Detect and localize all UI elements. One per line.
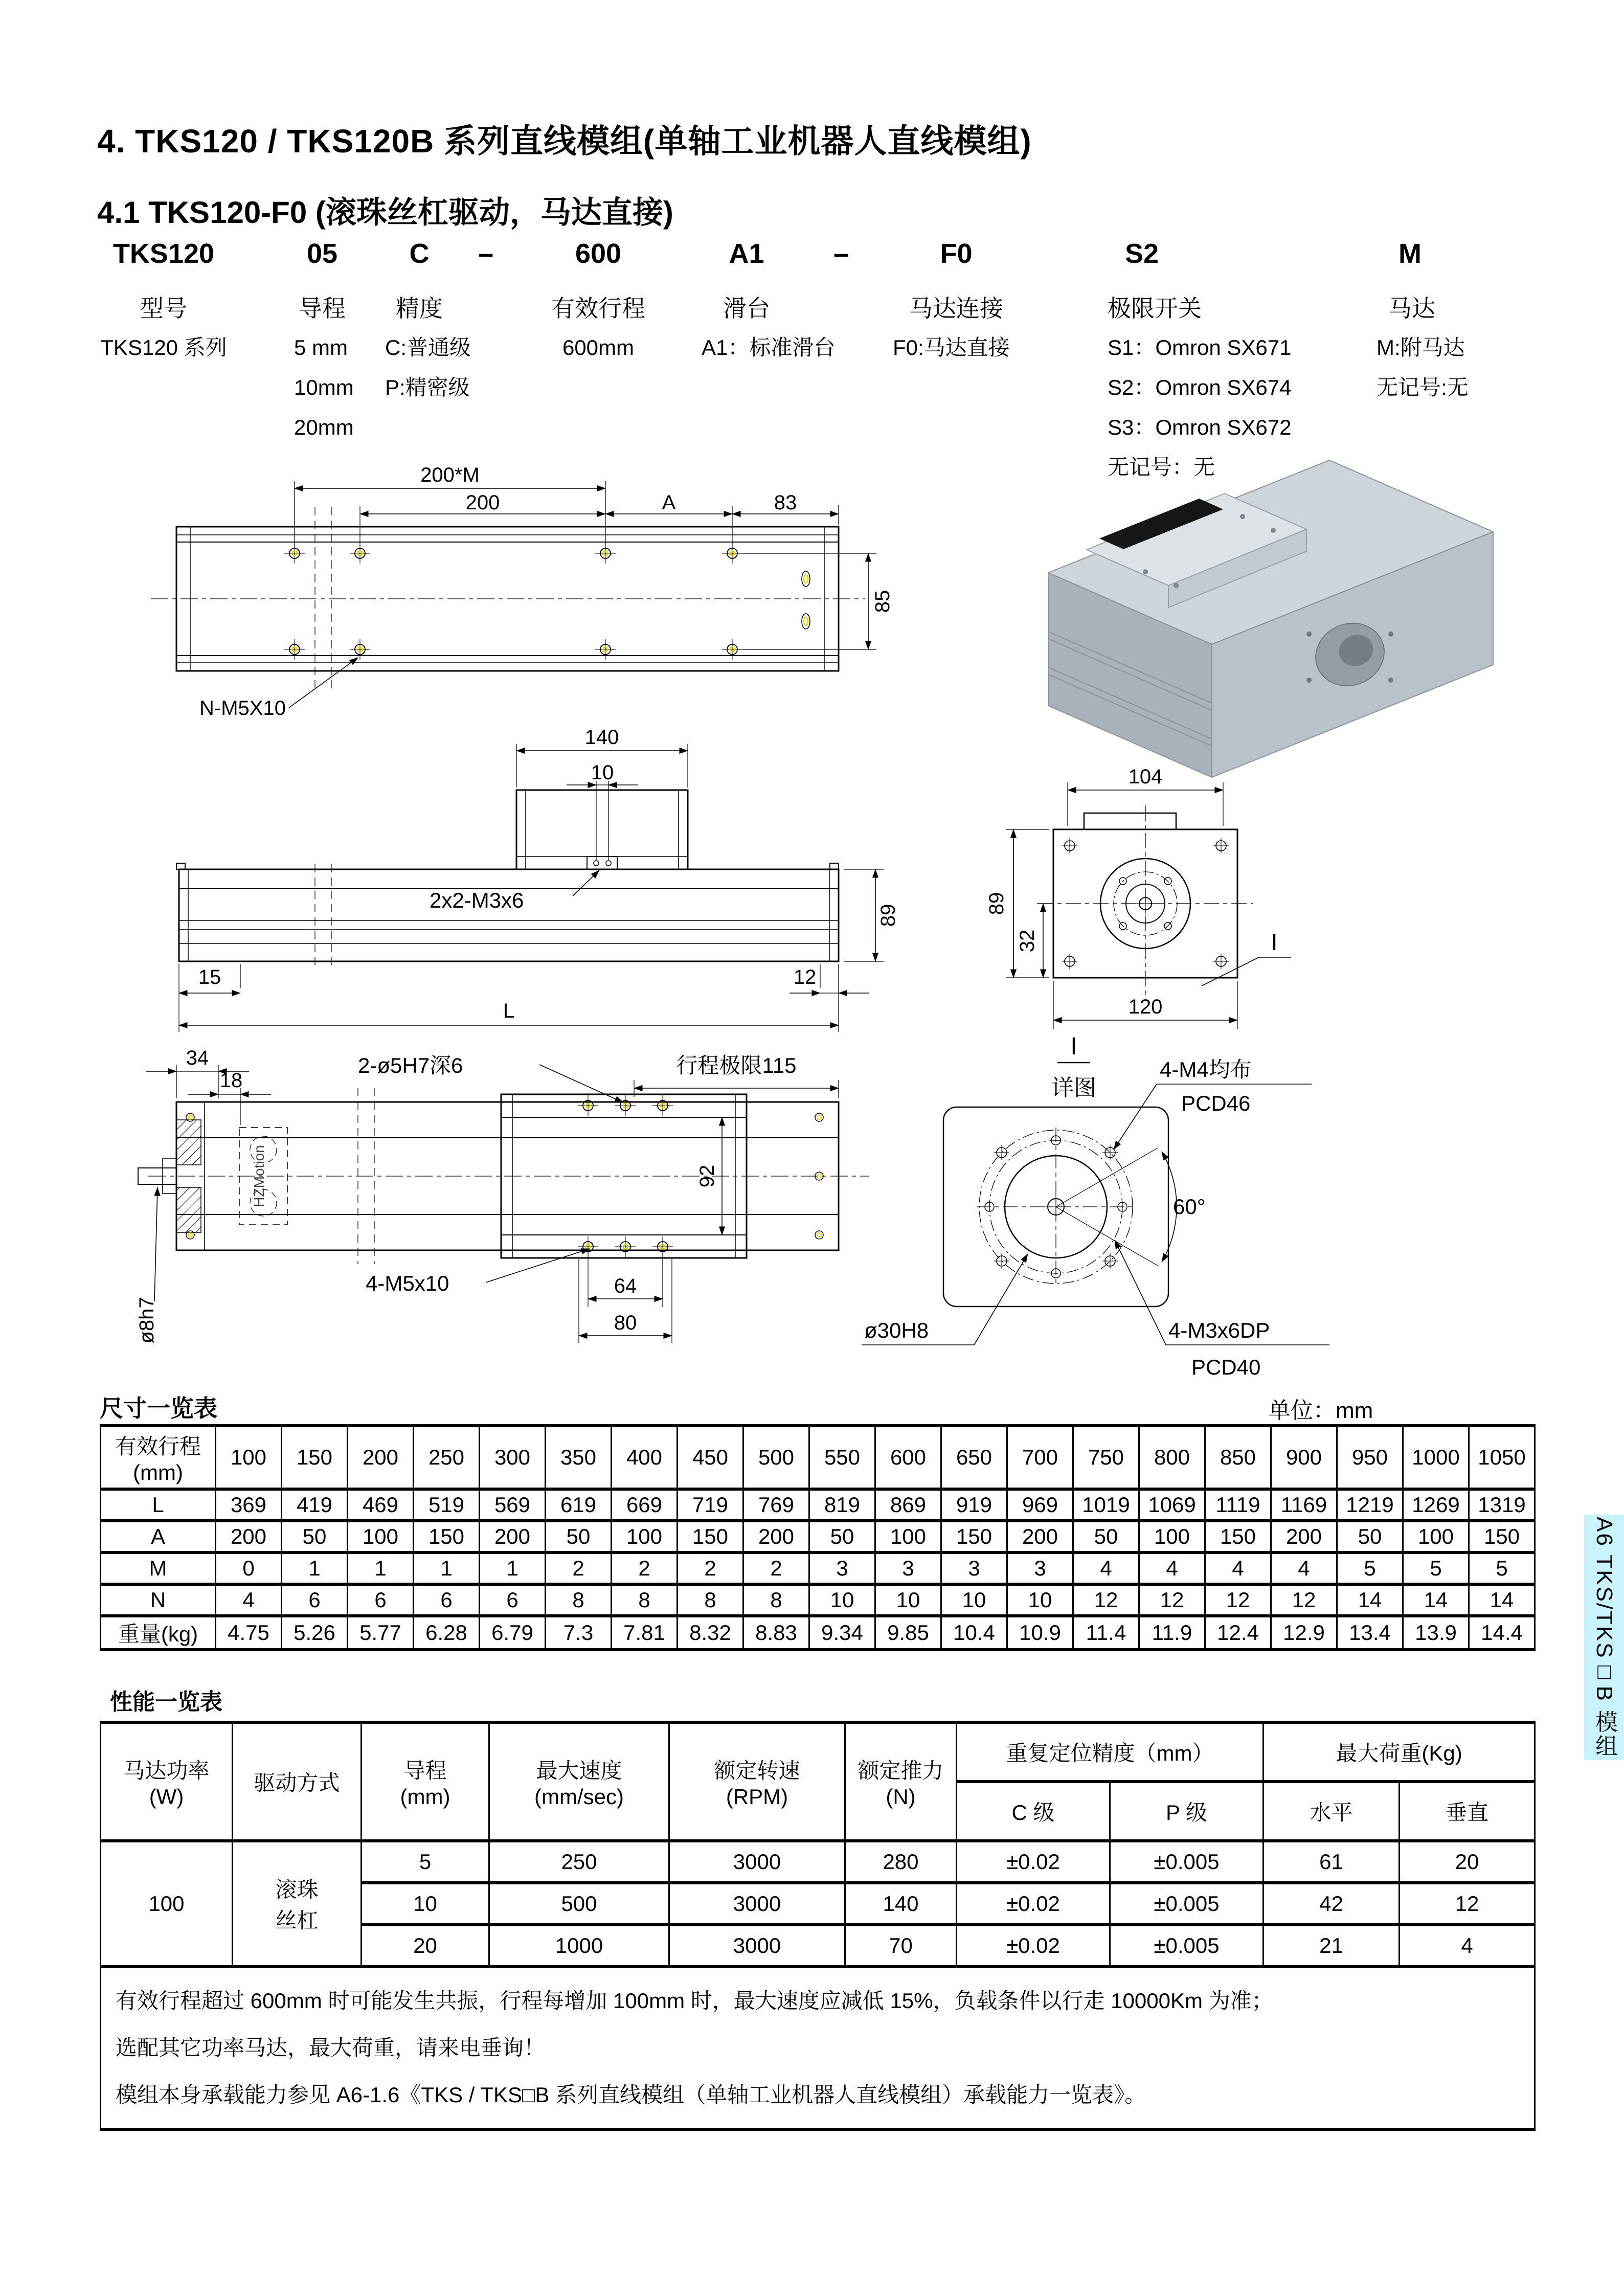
dim-col-header: 950 — [1337, 1426, 1403, 1489]
cell: ±0.005 — [1110, 1925, 1264, 1967]
cell: 150 — [1205, 1521, 1271, 1552]
cell: 6 — [282, 1584, 348, 1616]
dim-label: 83 — [774, 491, 797, 514]
dim-col-header: 800 — [1139, 1426, 1205, 1489]
code-option: C:普通级 — [385, 335, 471, 359]
cell-drive-type: 滚珠 丝杠 — [233, 1841, 362, 1967]
cell: 61 — [1264, 1841, 1400, 1883]
code-value: – — [478, 238, 494, 269]
cell: 2 — [546, 1552, 612, 1584]
cell: 13.9 — [1403, 1616, 1469, 1650]
cell: 14.4 — [1469, 1616, 1535, 1650]
code-value: C — [409, 238, 430, 269]
cell-motor-power: 100 — [101, 1841, 233, 1967]
code-option: S3：Omron SX672 — [1108, 415, 1292, 439]
chapter-side-tab: A6 TKS/TKS□B 模组 — [1584, 1515, 1624, 1760]
header-max-load: 最大荷重(Kg) — [1264, 1722, 1535, 1782]
dim-label: PCD40 — [1191, 1355, 1261, 1379]
cell: 10.4 — [941, 1616, 1007, 1650]
cell: 10 — [941, 1584, 1007, 1616]
code-options — [869, 328, 1067, 368]
code-label: 精度 — [396, 295, 443, 322]
dim-label: 200*M — [420, 464, 480, 486]
dim-row-label: M — [101, 1552, 216, 1584]
cell: ±0.02 — [957, 1925, 1110, 1967]
dim-label: 120 — [1128, 996, 1163, 1018]
detail-view — [862, 1063, 1329, 1345]
cell: 150 — [941, 1521, 1007, 1552]
cell: 1169 — [1271, 1489, 1337, 1521]
cell: 2 — [678, 1552, 743, 1584]
cell: 500 — [489, 1883, 669, 1925]
cell: 719 — [678, 1489, 743, 1521]
cell: 2 — [612, 1552, 678, 1584]
dim-col-header: 400 — [612, 1426, 678, 1489]
dim-label: 60° — [1173, 1195, 1206, 1219]
dim-row-header: 有效行程 (mm) — [101, 1426, 216, 1489]
code-option: S1：Omron SX671 — [1108, 335, 1292, 359]
dim-row-label: A — [101, 1521, 216, 1552]
cell: 12 — [1205, 1584, 1271, 1616]
cell: 3 — [809, 1552, 875, 1584]
cell: 4 — [1073, 1552, 1139, 1584]
cell: 20 — [1400, 1841, 1535, 1883]
code-options — [77, 328, 251, 368]
dimension-table-title: 尺寸一览表 — [100, 1395, 217, 1422]
code-value: – — [833, 238, 849, 269]
cell: 4 — [1400, 1925, 1535, 1967]
detail-marker: I — [1070, 1033, 1077, 1060]
cell: 200 — [743, 1521, 809, 1552]
cell: 5 — [1337, 1552, 1403, 1584]
dim-col-header: 850 — [1205, 1426, 1271, 1489]
cell: 10 — [1007, 1584, 1073, 1616]
cell: 200 — [1007, 1521, 1073, 1552]
cell: 3000 — [669, 1841, 845, 1883]
cell: 10 — [875, 1584, 941, 1616]
dim-label: A — [662, 491, 676, 514]
code-label: 马达连接 — [909, 295, 1003, 322]
dim-col-header: 550 — [809, 1426, 875, 1489]
cell: 8.83 — [743, 1616, 809, 1650]
dim-row-label: L — [101, 1489, 216, 1521]
header-motor-power: 马达功率 (W) — [101, 1722, 233, 1841]
cell: 569 — [480, 1489, 546, 1521]
cell: 1 — [414, 1552, 480, 1584]
cell: 8 — [612, 1584, 678, 1616]
dim-label: PCD46 — [1181, 1091, 1251, 1115]
cell: ±0.02 — [957, 1883, 1110, 1925]
header-vertical: 垂直 — [1400, 1782, 1535, 1841]
cell: 100 — [348, 1521, 414, 1552]
cell: 4 — [1205, 1552, 1271, 1584]
dim-label: 200 — [465, 491, 500, 514]
cell: 3000 — [669, 1925, 845, 1967]
cell: 1019 — [1073, 1489, 1139, 1521]
code-option: F0:马达直接 — [893, 335, 1010, 359]
cell: 3 — [875, 1552, 941, 1584]
code-value: 600 — [575, 238, 622, 269]
cell: 369 — [216, 1489, 282, 1521]
code-value: M — [1399, 238, 1422, 269]
cell: 14 — [1403, 1584, 1469, 1616]
cell: 469 — [348, 1489, 414, 1521]
cell: 50 — [282, 1521, 348, 1552]
cell: 919 — [941, 1489, 1007, 1521]
cell: 1 — [480, 1552, 546, 1584]
cell: 4 — [1271, 1552, 1337, 1584]
note-line: 模组本身承载能力参见 A6-1.6《TKS / TKS□B 系列直线模组（单轴工业机器人直线模组）承载能力一览表》。 — [116, 2083, 1146, 2107]
header-rated-thrust: 额定推力 (N) — [845, 1722, 957, 1841]
note-line: 选配其它功率马达，最大荷重，请来电垂询！ — [116, 2036, 546, 2060]
cell: 5.77 — [348, 1616, 414, 1650]
cell: 100 — [875, 1521, 941, 1552]
cell: 1 — [348, 1552, 414, 1584]
cell: 669 — [612, 1489, 678, 1521]
cell: 12.4 — [1205, 1616, 1271, 1650]
dim-label: 2x2-M3x6 — [430, 888, 524, 912]
code-option: 10mm — [294, 375, 354, 399]
code-options — [532, 328, 665, 368]
dim-col-header: 700 — [1007, 1426, 1073, 1489]
cell: 150 — [414, 1521, 480, 1552]
dim-col-header: 1000 — [1403, 1426, 1469, 1489]
cell: 5 — [362, 1841, 489, 1883]
dim-row-label: 重量(kg) — [101, 1616, 216, 1650]
performance-table — [100, 1721, 1536, 2131]
note-line: 有效行程超过 600mm 时可能发生共振，行程每增加 100mm 时，最大速度应减低 15%，负载条件以行走 10000Km 为准； — [116, 1989, 1273, 2013]
header-drive-type: 驱动方式 — [233, 1722, 362, 1841]
code-option: 600mm — [562, 335, 635, 359]
cell: 12 — [1400, 1883, 1535, 1925]
cell: 3 — [1007, 1552, 1073, 1584]
dim-label: L — [503, 1000, 515, 1022]
code-value: S2 — [1125, 238, 1159, 269]
cell: 20 — [362, 1925, 489, 1967]
detail-ref-label: I — [1271, 929, 1278, 955]
cell: 819 — [809, 1489, 875, 1521]
cell: 7.3 — [546, 1616, 612, 1650]
dim-label: 34 — [186, 1047, 209, 1069]
brand-watermark: HZMotion — [251, 1145, 267, 1207]
code-value: 05 — [306, 238, 338, 269]
cell: 6.28 — [414, 1616, 480, 1650]
code-option: 5 mm — [294, 335, 348, 359]
cell: 769 — [743, 1489, 809, 1521]
cell: 12.9 — [1271, 1616, 1337, 1650]
dim-col-header: 350 — [546, 1426, 612, 1489]
code-label: 有效行程 — [551, 295, 645, 322]
cell: 200 — [1271, 1521, 1337, 1552]
dim-label: 4-M5x10 — [366, 1271, 449, 1295]
cell: 6 — [414, 1584, 480, 1616]
cell: 869 — [875, 1489, 941, 1521]
dim-col-header: 750 — [1073, 1426, 1139, 1489]
cell: 11.4 — [1073, 1616, 1139, 1650]
dim-row-label: N — [101, 1584, 216, 1616]
header-p-grade: P 级 — [1110, 1782, 1264, 1841]
performance-table-title: 性能一览表 — [110, 1690, 222, 1715]
dim-col-header: 500 — [743, 1426, 809, 1489]
dim-label: 92 — [696, 1164, 718, 1188]
cell: 7.81 — [612, 1616, 678, 1650]
cell: 1319 — [1469, 1489, 1535, 1521]
dim-label: ø30H8 — [864, 1318, 929, 1342]
header-horizontal: 水平 — [1264, 1782, 1400, 1841]
cell: 969 — [1007, 1489, 1073, 1521]
dim-col-header: 250 — [414, 1426, 480, 1489]
cell: 150 — [1469, 1521, 1535, 1552]
code-value: F0 — [940, 238, 973, 269]
cell: 150 — [678, 1521, 743, 1552]
cell: 0 — [216, 1552, 282, 1584]
cell: 619 — [546, 1489, 612, 1521]
cell: 12 — [1271, 1584, 1337, 1616]
cell: 14 — [1469, 1584, 1535, 1616]
dim-label: 18 — [219, 1069, 243, 1092]
code-option: TKS120 系列 — [100, 335, 227, 359]
cell: 11.9 — [1139, 1616, 1205, 1650]
cell: 50 — [1073, 1521, 1139, 1552]
dim-label: 15 — [198, 966, 221, 988]
top-view — [151, 481, 876, 708]
cell: 14 — [1337, 1584, 1403, 1616]
code-label: 马达 — [1388, 295, 1435, 322]
cell: 200 — [216, 1521, 282, 1552]
dim-label: 4-M3x6DP — [1168, 1318, 1270, 1342]
header-max-speed: 最大速度 (mm/sec) — [489, 1722, 669, 1841]
header-repeatability: 重复定位精度（mm） — [957, 1722, 1264, 1782]
dim-label: N-M5X10 — [199, 697, 286, 719]
cell: 6 — [480, 1584, 546, 1616]
dim-label: 104 — [1128, 766, 1163, 788]
dim-label: 32 — [1016, 929, 1039, 953]
code-option: 无记号:无 — [1377, 375, 1469, 399]
cell: 9.85 — [875, 1616, 941, 1650]
dim-col-header: 100 — [216, 1426, 282, 1489]
dim-col-header: 150 — [282, 1426, 348, 1489]
dim-label: 85 — [871, 590, 894, 613]
page-title: 4. TKS120 / TKS120B 系列直线模组(单轴工业机器人直线模组) — [97, 123, 1032, 160]
cell: 3 — [941, 1552, 1007, 1584]
dim-label: 140 — [584, 726, 619, 749]
cell: 12 — [1073, 1584, 1139, 1616]
cell: 1000 — [489, 1925, 669, 1967]
cell: ±0.005 — [1110, 1883, 1264, 1925]
cell: ±0.005 — [1110, 1841, 1264, 1883]
cell: 5 — [1469, 1552, 1535, 1584]
cell: 1269 — [1403, 1489, 1469, 1521]
cell: ±0.02 — [957, 1841, 1110, 1883]
cell: 8 — [678, 1584, 743, 1616]
cell: 100 — [1403, 1521, 1469, 1552]
cell: 8.32 — [678, 1616, 743, 1650]
dim-label: 89 — [877, 904, 899, 927]
cell: 200 — [480, 1521, 546, 1552]
cell: 5 — [1403, 1552, 1469, 1584]
cell: 4 — [216, 1584, 282, 1616]
cell: 6.79 — [480, 1616, 546, 1650]
cell: 5.26 — [282, 1616, 348, 1650]
cell: 13.4 — [1337, 1616, 1403, 1650]
dim-col-header: 450 — [678, 1426, 743, 1489]
cell: 50 — [546, 1521, 612, 1552]
end-view — [1006, 782, 1291, 1029]
dim-col-header: 300 — [480, 1426, 546, 1489]
cell: 1 — [282, 1552, 348, 1584]
section-title: 4.1 TKS120-F0 (滚珠丝杠驱动，马达直接) — [97, 195, 673, 230]
dim-label: 64 — [614, 1275, 637, 1297]
dim-label: 行程极限115 — [676, 1053, 797, 1077]
code-value: TKS120 — [112, 238, 215, 269]
code-label: 型号 — [140, 295, 187, 322]
dim-col-header: 650 — [941, 1426, 1007, 1489]
cell: 10 — [362, 1883, 489, 1925]
cell: 250 — [489, 1841, 669, 1883]
iso-3d-view — [1048, 460, 1493, 777]
dim-col-header: 600 — [875, 1426, 941, 1489]
cell: 9.34 — [809, 1616, 875, 1650]
cell: 70 — [845, 1925, 957, 1967]
cell: 8 — [546, 1584, 612, 1616]
dim-label: 12 — [793, 966, 817, 988]
code-label: 滑台 — [723, 295, 770, 322]
cell: 4.75 — [216, 1616, 282, 1650]
code-options — [1355, 328, 1545, 408]
header-c-grade: C 级 — [957, 1782, 1110, 1841]
cell: 10.9 — [1007, 1616, 1073, 1650]
cell: 6 — [348, 1584, 414, 1616]
cell: 3000 — [669, 1883, 845, 1925]
dimension-table — [100, 1424, 1536, 1651]
table-notes — [101, 1967, 1535, 2129]
technical-drawings — [0, 435, 1624, 1391]
cell: 100 — [1139, 1521, 1205, 1552]
cell: 4 — [1139, 1552, 1205, 1584]
cell: 1219 — [1337, 1489, 1403, 1521]
cell: 12 — [1139, 1584, 1205, 1616]
cell: 50 — [809, 1521, 875, 1552]
cell: 519 — [414, 1489, 480, 1521]
header-rated-rpm: 额定转速 (RPM) — [669, 1722, 845, 1841]
code-option: S2：Omron SX674 — [1108, 375, 1292, 399]
dim-label: 80 — [614, 1312, 637, 1334]
dim-col-header: 200 — [348, 1426, 414, 1489]
code-option: 无记号：无 — [1108, 455, 1215, 479]
cell: 2 — [743, 1552, 809, 1584]
cell: 280 — [845, 1841, 957, 1883]
detail-caption: 详图 — [1051, 1075, 1096, 1100]
header-lead: 导程 (mm) — [362, 1722, 489, 1841]
code-option: A1：标准滑台 — [702, 335, 836, 359]
dim-label: 4-M4均布 — [1160, 1057, 1252, 1082]
dim-col-header: 900 — [1271, 1426, 1337, 1489]
cell: 21 — [1264, 1925, 1400, 1967]
cell: 10 — [809, 1584, 875, 1616]
code-value: A1 — [729, 238, 764, 269]
dim-label: 89 — [985, 892, 1008, 915]
dim-label: 10 — [591, 761, 614, 784]
dim-label: ø8h7 — [136, 1297, 158, 1344]
code-label: 导程 — [299, 295, 346, 322]
cell: 100 — [612, 1521, 678, 1552]
code-option: 20mm — [294, 415, 354, 439]
cell: 50 — [1337, 1521, 1403, 1552]
cell: 419 — [282, 1489, 348, 1521]
cell: 140 — [845, 1883, 957, 1925]
unit-label: 单位：mm — [1268, 1398, 1373, 1423]
cell: 1069 — [1139, 1489, 1205, 1521]
cell: 42 — [1264, 1883, 1400, 1925]
code-label: 极限开关 — [1108, 295, 1202, 322]
dim-label: 2-ø5H7深6 — [358, 1053, 463, 1077]
side-view — [176, 744, 884, 1032]
code-option: P:精密级 — [385, 375, 470, 399]
cell: 8 — [743, 1584, 809, 1616]
cell: 1119 — [1205, 1489, 1271, 1521]
dim-col-header: 1050 — [1469, 1426, 1535, 1489]
bottom-view — [138, 1065, 869, 1343]
code-option: M:附马达 — [1377, 335, 1465, 359]
